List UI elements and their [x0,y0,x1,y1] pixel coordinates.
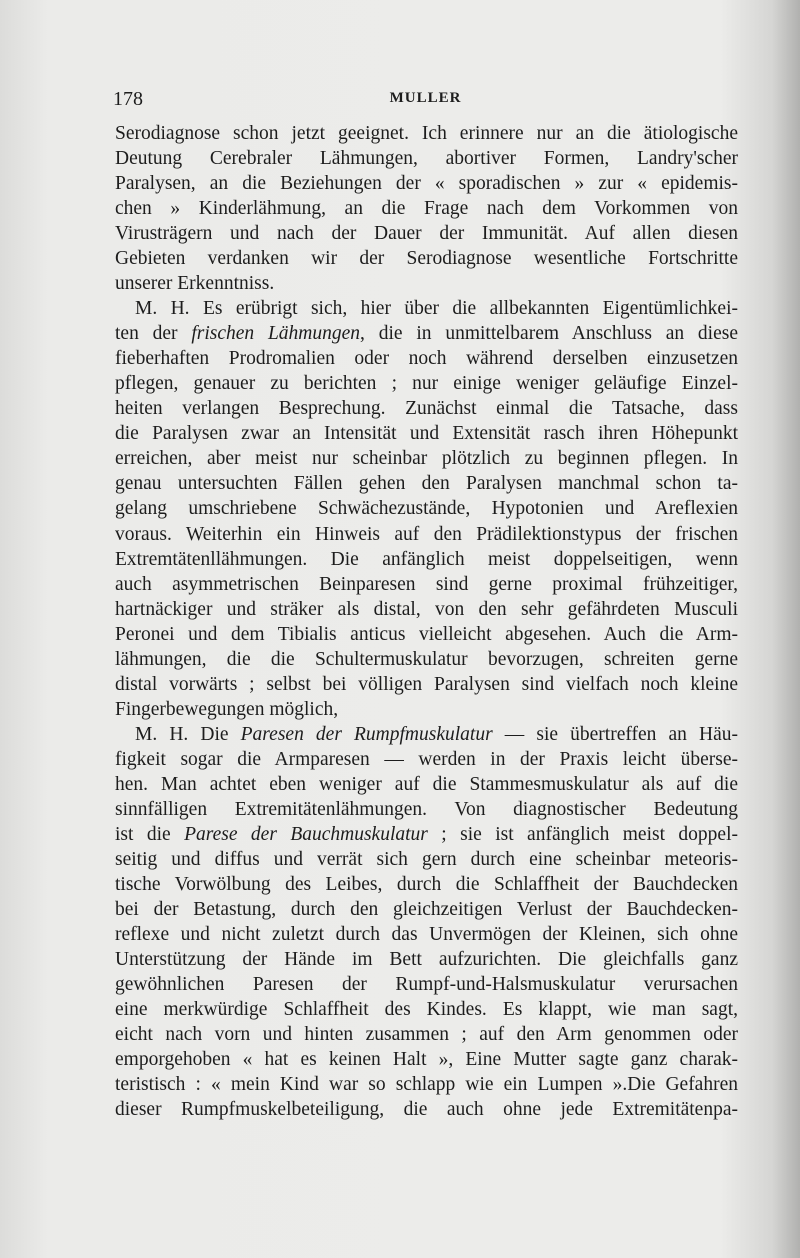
text-segment: tische Vorwölbung des Leibes, durch die Schlaffheit der Bauchdecken [115,873,738,895]
italic-phrase: frischen Lähmungen [191,323,361,345]
text-segment: figkeit sogar die Armparesen — werden in der Praxis leicht überse- [115,748,738,770]
text-line [115,622,738,647]
text-segment: genau untersuchten Fällen gehen den Paralysen manchmal schon ta- [115,473,738,495]
text-segment: erreichen, aber meist nur scheinbar plötzlich zu beginnen pflegen. In [115,448,738,470]
text-segment: lähmungen, die die Schultermuskulatur bevorzugen, schreiten gerne [115,648,738,670]
text-segment: hen. Man achtet eben weniger auf die Stammesmuskulatur als auf die [115,773,738,795]
text-segment: sinnfälligen Extremitätenlähmungen. Von diagnostischer Bedeutung [115,798,738,820]
text-line [115,797,738,822]
text-line [115,847,738,872]
text-segment: Virusträgern und nach der Dauer der Immunität. Auf allen diesen [115,223,738,245]
text-segment: Extremtätenllähmungen. Die anfänglich meist doppelseitigen, wenn [115,548,738,570]
text-line [115,496,738,521]
text-line [115,922,738,947]
text-segment: M. H. Die [135,723,241,745]
text-segment: Paralysen, an die Beziehungen der « sporadischen » zur « epidemis- [115,173,738,195]
text-segment: auch asymmetrischen Beinparesen sind gerne proximal frühzeitiger, [115,573,738,595]
page-header [113,88,738,112]
text-segment: chen » Kinderlähmung, an die Frage nach dem Vorkommen von [115,198,738,220]
text-line [115,597,738,622]
text-segment: pflegen, genauer zu berichten ; nur einige weniger geläufige Einzel- [115,373,738,395]
text-line [115,697,738,722]
running-head: MULLER [389,90,462,106]
text-line [115,321,738,346]
text-line [115,872,738,897]
text-line [115,296,738,321]
text-line [115,421,738,446]
text-line [115,271,738,296]
text-line [115,371,738,396]
text-line [115,522,738,547]
body-text [115,121,738,1122]
text-segment: bei der Betastung, durch den gleichzeitigen Verlust der Bauchdecken- [115,898,738,920]
italic-phrase: Paresen der Rumpfmuskulatur [240,723,493,745]
text-line [115,396,738,421]
text-segment: fieberhaften Prodromalien oder noch während derselben einzusetzen [115,348,738,370]
text-segment: gelang umschriebene Schwächezustände, Hypotonien und Areflexien [115,498,738,520]
text-line [115,722,738,747]
text-line [115,1022,738,1047]
text-line [115,822,738,847]
text-segment: Peronei und dem Tibialis anticus vielleicht abgesehen. Auch die Arm- [115,623,738,645]
text-segment: emporgehoben « hat es keinen Halt », Eine Mutter sagte ganz charak- [115,1049,738,1071]
text-line [115,146,738,171]
text-segment: voraus. Weiterhin ein Hinweis auf den Prädilektionstypus der frischen [115,523,738,545]
text-segment: Fingerbewegungen möglich, [115,698,339,720]
text-segment: dieser Rumpfmuskelbeteiligung, die auch ohne jede Extremitätenpa- [115,1099,738,1121]
text-segment: eine merkwürdige Schlaffheit des Kindes. Es klappt, wie man sagt, [115,999,738,1021]
text-line [115,572,738,597]
text-line [115,246,738,271]
text-segment: distal vorwärts ; selbst bei völligen Paralysen sind vielfach noch kleine [115,673,738,695]
text-segment: gewöhnlichen Paresen der Rumpf-und-Halsmuskulatur verursachen [115,974,738,996]
text-line [115,947,738,972]
text-line [115,897,738,922]
text-segment: unserer Erkenntniss. [115,273,275,295]
text-segment: Serodiagnose schon jetzt geeignet. Ich erinnere nur an die ätiologische [115,123,738,144]
text-line [115,1047,738,1072]
text-segment: hartnäckiger und sträker als distal, von den sehr gefährdeten Musculi [115,598,738,620]
text-segment: M. H. Es erübrigt sich, hier über die allbekannten Eigentümlichkei- [135,298,738,320]
text-segment: ten der [115,323,192,345]
text-segment: seitig und diffus und verrät sich gern durch eine scheinbar meteoris- [115,848,738,870]
text-segment: Gebieten verdanken wir der Serodiagnose wesentliche Fortschritte [115,248,738,270]
text-line [115,471,738,496]
text-line [115,1097,738,1122]
text-segment: teristisch : « mein Kind war so schlapp wie ein Lumpen ».Die Gefahren [115,1074,738,1096]
text-segment: die Paralysen zwar an Intensität und Extensität rasch ihren Höhepunkt [115,423,738,445]
text-line [115,446,738,471]
text-line [115,346,738,371]
text-line [115,972,738,997]
text-segment: Unterstützung der Hände im Bett aufzurichten. Die gleichfalls ganz [115,949,738,971]
text-line [115,221,738,246]
text-segment: ist die [115,823,185,845]
text-line [115,997,738,1022]
text-line [115,1072,738,1097]
text-line [115,672,738,697]
text-segment: heiten verlangen Besprechung. Zunächst einmal die Tatsache, dass [115,398,738,420]
italic-phrase: Parese der Bauchmuskulatur [184,823,428,845]
text-line [115,647,738,672]
text-segment: ; sie ist anfänglich meist doppel- [427,823,738,845]
text-segment: reflexe und nicht zuletzt durch das Unvermögen der Kleinen, sich ohne [115,924,738,945]
page-number: 178 [113,88,143,110]
text-line [115,747,738,772]
text-segment: , die in unmittelbarem Anschluss an diese [360,323,738,345]
text-segment: eicht nach vorn und hinten zusammen ; auf den Arm genommen oder [115,1024,738,1046]
text-segment: Deutung Cerebraler Lähmungen, abortiver Formen, Landry'scher [115,148,738,170]
text-line [115,196,738,221]
text-segment: — sie übertreffen an Häu- [492,723,738,745]
text-line [115,171,738,196]
text-line [115,121,738,146]
text-line [115,772,738,797]
text-line [115,547,738,572]
